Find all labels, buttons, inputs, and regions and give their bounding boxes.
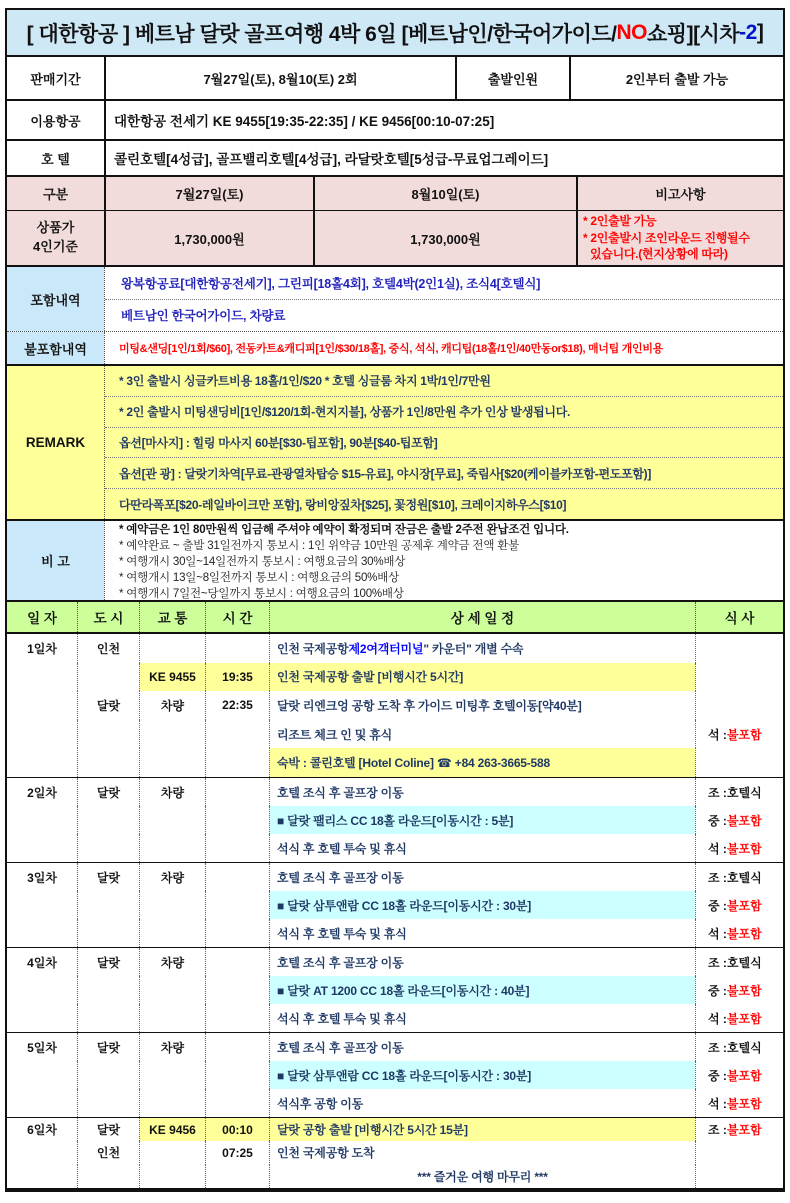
schedule-city-cell xyxy=(77,748,139,777)
price-label-line2: 4인기준 xyxy=(33,239,78,254)
schedule-day-cell xyxy=(7,1004,77,1032)
schedule-transport-cell xyxy=(139,720,205,749)
title-text-3: ] xyxy=(756,20,764,44)
schedule-row xyxy=(7,919,783,947)
schedule-day-cell xyxy=(7,834,77,862)
schedule-meal-cell xyxy=(695,778,783,806)
title-no-shopping: NO xyxy=(616,20,647,44)
price-header-note: 비고사항 xyxy=(576,177,783,210)
included-line: 베트남인 한국어가이드, 차량료 xyxy=(121,309,286,324)
schedule-city-cell xyxy=(77,1004,139,1032)
excluded-row xyxy=(7,332,783,366)
schedule-time-cell xyxy=(205,976,269,1004)
price-header-category: 구분 xyxy=(42,187,69,202)
schedule-city-cell xyxy=(77,1089,139,1117)
schedule-transport-cell xyxy=(139,1141,205,1164)
price-header-aug: 8월10일(토) xyxy=(313,177,576,210)
schedule-detail-cell: 리조트 체크 인 및 휴식 xyxy=(269,720,695,749)
meal-type: 조 : xyxy=(708,1123,727,1138)
meal-type: 석 : xyxy=(708,841,727,856)
schedule-day-cell xyxy=(7,720,77,749)
schedule-time-cell xyxy=(205,778,269,806)
schedule-row xyxy=(7,948,783,976)
schedule-time-cell xyxy=(205,1004,269,1032)
detail-text: 인천 국제공항 xyxy=(277,641,349,656)
schedule-city-cell xyxy=(77,720,139,749)
notes-section xyxy=(7,521,783,602)
schedule-time-cell xyxy=(205,891,269,919)
meal-status: 불포함 xyxy=(726,1068,762,1083)
schedule-time-cell: 07:25 xyxy=(205,1141,269,1164)
notes-label: 비 고 xyxy=(7,521,104,600)
schedule-meal-cell xyxy=(695,919,783,947)
included-content xyxy=(104,267,783,331)
schedule-detail-cell: 인천 국제공항 도착 xyxy=(269,1141,695,1164)
schedule-city-cell xyxy=(77,1165,139,1188)
schedule-time-cell: 22:35 xyxy=(205,691,269,720)
schedule-meal-cell xyxy=(695,1033,783,1061)
meal-type: 석 : xyxy=(708,926,727,941)
schedule-meal-cell xyxy=(695,1165,783,1188)
schedule-row xyxy=(7,663,783,692)
schedule-day-cell: 4일차 xyxy=(27,955,57,970)
schedule-transport-cell xyxy=(139,891,205,919)
remark-line: 옵션[관 광] : 달랏기차역[무료-관광열차탑승 $15-유료], 야시장[무료], 죽림사[$20(케이블카포함-편도포함)] xyxy=(105,457,783,488)
schedule-transport-cell xyxy=(139,634,205,663)
schedule-row xyxy=(7,1033,783,1061)
price-jul: 1,730,000원 xyxy=(104,211,313,265)
schedule-row xyxy=(7,806,783,834)
meal-status: 불포함 xyxy=(726,926,762,941)
excluded-line: 미팅&샌딩[1인/1회/$60], 전동카트&캐디피[1인/$30/18홀], 중식, 석식, 캐디팁(18홀/1인/40만동or$18), 매너팁 개인비용 xyxy=(119,343,664,355)
price-note-line: * 2인출발시 조인라운드 진행될수 xyxy=(583,230,750,245)
schedule-day-cell xyxy=(7,1061,77,1089)
schedule-row xyxy=(7,1089,783,1117)
schedule-transport-cell xyxy=(139,834,205,862)
schedule-time-cell xyxy=(205,806,269,834)
schedule-transport-cell: KE 9456 xyxy=(139,1118,205,1141)
meal-type: 석 : xyxy=(708,1096,727,1111)
schedule-detail-cell: 석식 후 호텔 투숙 및 휴식 xyxy=(269,834,695,862)
price-aug: 1,730,000원 xyxy=(313,211,576,265)
schedule-row xyxy=(7,1165,783,1188)
schedule-meal-cell xyxy=(695,720,783,749)
schedule-meal-cell xyxy=(695,891,783,919)
meal-status: 호텔식 xyxy=(726,955,762,970)
schedule-meal-cell xyxy=(695,806,783,834)
schedule-detail-cell: 호텔 조식 후 골프장 이동 xyxy=(269,778,695,806)
meal-type: 조 : xyxy=(708,785,727,800)
schedule-detail-cell: 호텔 조식 후 골프장 이동 xyxy=(269,1033,695,1061)
hotel-row xyxy=(7,141,783,177)
remark-line: * 2인 출발시 미팅샌딩비[1인/$120/1회-현지지불], 상품가 1인/8만원 추가 인상 발생됩니다. xyxy=(105,396,783,427)
schedule-time-cell xyxy=(205,948,269,976)
schedule-detail-cell: *** 즐거운 여행 마무리 *** xyxy=(269,1165,695,1188)
schedule-transport-cell xyxy=(139,806,205,834)
remark-section xyxy=(7,366,783,521)
schedule-day-cell: 5일차 xyxy=(27,1040,57,1055)
schedule-header xyxy=(7,602,783,634)
schedule-detail-cell: 석식후 공항 이동 xyxy=(269,1089,695,1117)
schedule-transport-cell: 차량 xyxy=(139,1033,205,1061)
notes-line: * 여행개시 30일~14일전까지 통보시 : 여행요금의 30%배상 xyxy=(119,556,406,568)
schedule-time-cell: 19:35 xyxy=(205,663,269,692)
price-header-row xyxy=(7,177,783,211)
price-row xyxy=(7,211,783,267)
schedule-time-cell xyxy=(205,720,269,749)
schedule-city-cell xyxy=(77,891,139,919)
schedule-row xyxy=(7,1118,783,1141)
schedule-row xyxy=(7,976,783,1004)
schedule-header-meal: 식 사 xyxy=(695,602,783,632)
title-text-2: 쇼핑][시차 xyxy=(647,22,740,46)
schedule-time-cell xyxy=(205,919,269,947)
schedule-day-cell: 2일차 xyxy=(27,785,57,800)
schedule-day-block xyxy=(7,1117,783,1188)
schedule-detail-cell xyxy=(269,634,695,663)
schedule-header-detail: 상 세 일 정 xyxy=(269,602,695,632)
sale-period-label: 판매기간 xyxy=(30,71,81,87)
schedule-detail-cell: 호텔 조식 후 골프장 이동 xyxy=(269,863,695,891)
meal-status: 불포함 xyxy=(726,983,762,998)
schedule-city-cell: 달랏 xyxy=(77,948,139,976)
remark-content xyxy=(104,366,783,519)
meal-type: 조 : xyxy=(708,1040,727,1055)
meal-type: 중 : xyxy=(708,813,727,828)
schedule-time-cell xyxy=(205,834,269,862)
schedule-detail-cell: 석식 후 호텔 투숙 및 휴식 xyxy=(269,919,695,947)
meal-status: 불포함 xyxy=(726,841,762,856)
schedule-days xyxy=(7,634,783,1188)
schedule-time-cell xyxy=(205,1061,269,1089)
meal-status: 불포함 xyxy=(726,1011,762,1026)
remark-line: * 3인 출발시 싱글카트비용 18홀/1인/$20 * 호텔 싱글룸 차지 1박/1인/7만원 xyxy=(119,374,491,389)
meal-status: 호텔식 xyxy=(726,785,762,800)
schedule-row xyxy=(7,691,783,720)
excluded-label: 불포함내역 xyxy=(7,332,104,364)
schedule-day-cell: 6일차 xyxy=(27,1123,57,1138)
schedule-row xyxy=(7,634,783,663)
schedule-time-cell xyxy=(205,748,269,777)
schedule-city-cell xyxy=(77,834,139,862)
departure-count-label: 출발인원 xyxy=(455,57,569,99)
meal-status: 호텔식 xyxy=(726,1040,762,1055)
remark-label: REMARK xyxy=(7,366,104,519)
included-line: 왕복항공료[대한항공전세기], 그린피[18홀4회], 호텔4박(2인1실), 조식4[호텔식] xyxy=(105,267,783,300)
remark-line: 다딴라폭포[$20-레일바이크만 포함], 랑비앙짚차[$25], 꽃정원[$10], 크레이지하우스[$10] xyxy=(105,488,783,519)
schedule-detail-cell: 호텔 조식 후 골프장 이동 xyxy=(269,948,695,976)
schedule-time-cell xyxy=(205,1089,269,1117)
meal-status: 불포함 xyxy=(726,1096,762,1111)
schedule-day-cell: 1일차 xyxy=(27,641,57,656)
schedule-meal-cell xyxy=(695,1004,783,1032)
schedule-detail-cell: 석식 후 호텔 투숙 및 휴식 xyxy=(269,1004,695,1032)
schedule-row xyxy=(7,1141,783,1164)
detail-highlight-text: 제2여객터미널 xyxy=(348,641,424,656)
schedule-city-cell xyxy=(77,976,139,1004)
schedule-city-cell: 달랏 xyxy=(77,691,139,720)
schedule-row xyxy=(7,891,783,919)
schedule-day-cell xyxy=(7,806,77,834)
schedule-time-cell xyxy=(205,1165,269,1188)
schedule-city-cell: 인천 xyxy=(77,634,139,663)
sale-period-value: 7월27일(토), 8월10(토) 2회 xyxy=(104,57,455,99)
schedule-time-cell xyxy=(205,634,269,663)
schedule-row xyxy=(7,1004,783,1032)
meal-type: 중 : xyxy=(708,1068,727,1083)
schedule-meal-cell xyxy=(695,976,783,1004)
schedule-meal-cell xyxy=(695,1118,783,1141)
schedule-meal-cell xyxy=(695,1061,783,1089)
schedule-transport-cell: 차량 xyxy=(139,778,205,806)
airline-label: 이용항공 xyxy=(30,113,81,129)
schedule-detail-cell: ■ 달랏 AT 1200 CC 18홀 라운드[이동시간 : 40분] xyxy=(269,976,695,1004)
notes-line: * 여행개시 7일전~당일까지 통보시 : 여행요금의 100%배상 xyxy=(119,588,404,600)
schedule-detail-cell: ■ 달랏 삼투앤람 CC 18홀 라운드[이동시간 : 30분] xyxy=(269,1061,695,1089)
schedule-row xyxy=(7,720,783,749)
meal-status: 불포함 xyxy=(726,813,762,828)
schedule-header-time: 시 간 xyxy=(205,602,269,632)
schedule-meal-cell xyxy=(695,691,783,720)
schedule-day-cell xyxy=(7,976,77,1004)
price-label-line1: 상품가 xyxy=(36,220,75,236)
meal-type: 조 : xyxy=(708,870,727,885)
itinerary-sheet xyxy=(5,8,785,1192)
schedule-detail-cell: 달랏 공항 출발 [비행시간 5시간 15분] xyxy=(269,1118,695,1141)
schedule-meal-cell xyxy=(695,634,783,663)
schedule-city-cell: 달랏 xyxy=(77,1118,139,1141)
schedule-meal-cell xyxy=(695,834,783,862)
schedule-day-cell: 3일차 xyxy=(27,870,57,885)
schedule-day-cell xyxy=(7,1141,77,1164)
schedule-meal-cell xyxy=(695,748,783,777)
schedule-transport-cell xyxy=(139,976,205,1004)
meal-status: 불포함 xyxy=(726,727,762,742)
airline-row xyxy=(7,101,783,141)
schedule-meal-cell xyxy=(695,663,783,692)
meal-type: 중 : xyxy=(708,983,727,998)
detail-text: " 카운터" 개별 수속 xyxy=(423,641,524,656)
schedule-transport-cell xyxy=(139,1165,205,1188)
schedule-meal-cell xyxy=(695,948,783,976)
schedule-day-cell xyxy=(7,891,77,919)
schedule-row xyxy=(7,748,783,777)
schedule-day-cell xyxy=(7,1165,77,1188)
schedule-city-cell xyxy=(77,806,139,834)
airline-value: 대한항공 전세기 KE 9455[19:35-22:35] / KE 9456[00:10-07:25] xyxy=(104,101,783,139)
price-label xyxy=(7,211,104,265)
schedule-city-cell: 달랏 xyxy=(77,863,139,891)
schedule-detail-cell: 달랏 리엔크엉 공항 도착 후 가이드 미팅후 호텔이동[약40분] xyxy=(269,691,695,720)
schedule-day-block xyxy=(7,947,783,1032)
schedule-detail-cell: 인천 국제공항 출발 [비행시간 5시간] xyxy=(269,663,695,692)
price-header-jul: 7월27일(토) xyxy=(104,177,313,210)
meal-type: 석 : xyxy=(708,1011,727,1026)
schedule-time-cell: 00:10 xyxy=(205,1118,269,1141)
schedule-row xyxy=(7,1061,783,1089)
meal-status: 불포함 xyxy=(726,1123,762,1138)
schedule-header-transport: 교 통 xyxy=(139,602,205,632)
departure-count-value: 2인부터 출발 가능 xyxy=(569,57,783,99)
schedule-transport-cell xyxy=(139,1089,205,1117)
schedule-detail-cell: ■ 달랏 삼투앤람 CC 18홀 라운드[이동시간 : 30분] xyxy=(269,891,695,919)
schedule-day-cell xyxy=(7,919,77,947)
schedule-day-block xyxy=(7,1032,783,1117)
schedule-city-cell: 달랏 xyxy=(77,778,139,806)
meal-status: 호텔식 xyxy=(726,870,762,885)
notes-content xyxy=(104,521,783,600)
hotel-value: 콜린호텔[4성급], 골프밸리호텔[4성급], 라달랏호텔[5성급-무료업그레이드] xyxy=(104,141,783,175)
schedule-transport-cell xyxy=(139,1004,205,1032)
notes-line: * 여행개시 13일~8일전까지 통보시 : 여행요금의 50%배상 xyxy=(119,572,400,584)
schedule-day-block xyxy=(7,862,783,947)
schedule-transport-cell xyxy=(139,1061,205,1089)
schedule-city-cell: 달랏 xyxy=(77,1033,139,1061)
schedule-day-block xyxy=(7,634,783,777)
schedule-detail-cell: 숙박 : 콜린호텔 [Hotel Coline] ☎ +84 263-3665-588 xyxy=(269,748,695,777)
notes-line: * 예약금은 1인 80만원씩 입금해 주셔야 예약이 확정되며 잔금은 출발 2주전 완납조건 입니다. xyxy=(119,524,569,536)
schedule-day-cell xyxy=(7,748,77,777)
schedule-row xyxy=(7,778,783,806)
price-note-line: 있습니다.(현지상황에 따라) xyxy=(590,247,728,262)
schedule-city-cell xyxy=(77,919,139,947)
meal-status: 불포함 xyxy=(726,898,762,913)
schedule-day-block xyxy=(7,777,783,862)
notes-line: * 예약완료 ~ 출발 31일전까지 통보시 : 1인 위약금 10만원 공제후 계약금 전액 환불 xyxy=(119,540,520,552)
hotel-label: 호 텔 xyxy=(41,151,70,167)
included-label: 포함내역 xyxy=(7,267,104,331)
schedule-day-cell xyxy=(7,691,77,720)
schedule-transport-cell xyxy=(139,919,205,947)
schedule-day-cell xyxy=(7,663,77,692)
remark-line: 옵션[마사지] : 힐링 마사지 60분[$30-팁포함], 90분[$40-팁포함] xyxy=(105,427,783,458)
sale-period-row xyxy=(7,57,783,101)
schedule-transport-cell: 차량 xyxy=(139,948,205,976)
price-note xyxy=(576,211,783,265)
schedule-city-cell xyxy=(77,1061,139,1089)
schedule-meal-cell xyxy=(695,1141,783,1164)
meal-type: 중 : xyxy=(708,898,727,913)
included-row xyxy=(7,267,783,332)
schedule-city-cell: 인천 xyxy=(77,1141,139,1164)
price-note-line: * 2인출발 가능 xyxy=(583,213,657,228)
schedule-transport-cell: KE 9455 xyxy=(139,663,205,692)
meal-type: 조 : xyxy=(708,955,727,970)
schedule-row xyxy=(7,834,783,862)
schedule-header-day: 일 자 xyxy=(27,611,57,626)
schedule-meal-cell xyxy=(695,863,783,891)
schedule-time-cell xyxy=(205,863,269,891)
schedule-row xyxy=(7,863,783,891)
schedule-time-cell xyxy=(205,1033,269,1061)
title-timezone: -2 xyxy=(739,20,757,44)
excluded-content xyxy=(104,332,783,364)
page-title xyxy=(7,10,783,57)
schedule-detail-cell: ■ 달랏 팰리스 CC 18홀 라운드[이동시간 : 5분] xyxy=(269,806,695,834)
schedule-city-cell xyxy=(77,663,139,692)
title-text: [ 대한항공 ] 베트남 달랏 골프여행 4박 6일 [베트남인/한국어가이드/ xyxy=(26,22,617,46)
schedule-meal-cell xyxy=(695,1089,783,1117)
schedule-transport-cell xyxy=(139,748,205,777)
schedule-header-city: 도 시 xyxy=(77,602,139,632)
schedule-transport-cell: 차량 xyxy=(139,691,205,720)
schedule-transport-cell: 차량 xyxy=(139,863,205,891)
meal-type: 석 : xyxy=(708,727,727,742)
schedule-day-cell xyxy=(7,1089,77,1117)
